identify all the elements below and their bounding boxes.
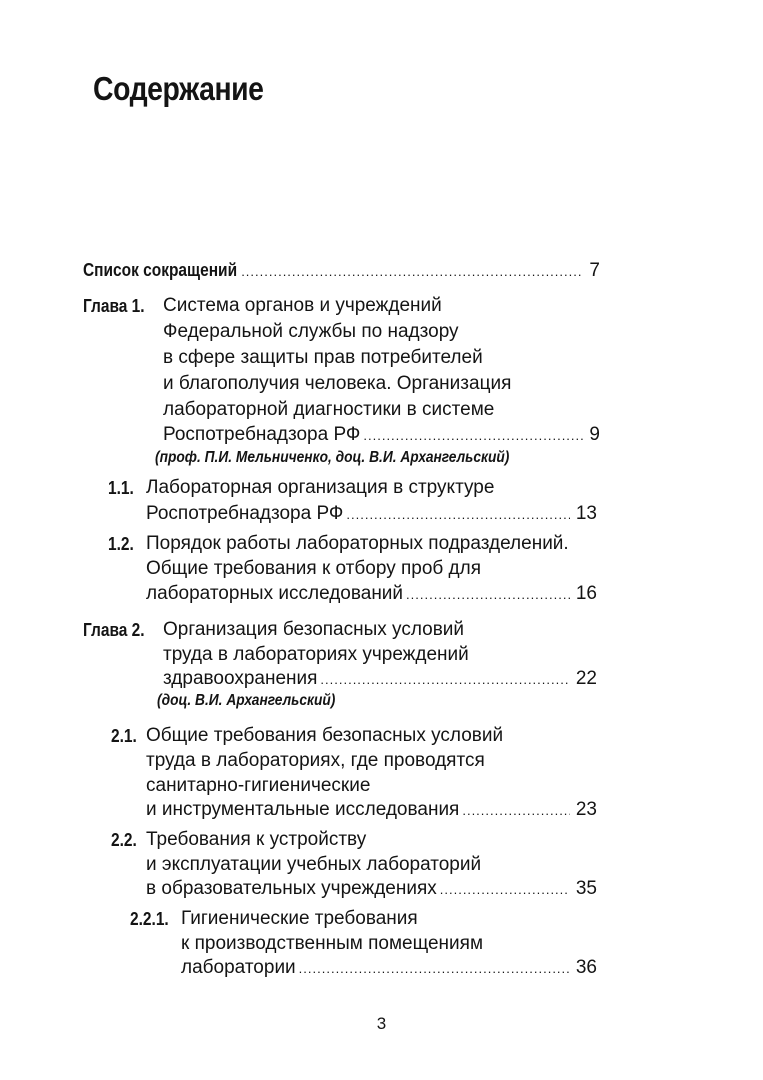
chapter-1-title-line[interactable]: и благополучия человека. Организация [163,373,512,394]
chapter-1-title-line[interactable]: Федеральной службы по надзору [163,321,459,342]
chapter-2-label: Глава 2. [83,620,145,640]
section-1-2-label: 1.2. [108,534,134,554]
section-2-2-1-title-line[interactable]: к производственным помещениям [181,933,484,954]
leader-dots [406,583,570,607]
leader-dots [462,799,570,823]
chapter-1-last-line[interactable] [163,423,600,448]
toc-entry-abbreviations[interactable] [83,258,600,284]
leader-dots [363,424,583,448]
toc-entry-label: Список сокращений [83,260,238,280]
toc-page-number: 9 [589,424,600,445]
chapter-1-label: Глава 1. [83,296,145,316]
section-2-1-title-line: и инструментальные исследования [146,799,460,820]
chapter-2-authors: (доц. В.И. Архангельский) [157,692,336,709]
chapter-1-title-line[interactable]: Система органов и учреждений [163,295,442,316]
chapter-1-authors: (проф. П.И. Мельниченко, доц. В.И. Архангельский) [155,449,510,466]
toc-page-number: 36 [575,957,597,978]
chapter-1-title-line[interactable]: лабораторной диагностики в системе [163,399,495,420]
section-1-2-title-line: лабораторных исследований [146,583,404,604]
section-2-2-1-title-line: лаборатории [181,957,296,978]
chapter-2-last-line[interactable] [163,667,597,692]
section-2-1-title-line[interactable]: санитарно-гигиенические [146,775,371,796]
section-1-1-last-line[interactable] [146,502,597,527]
section-2-2-title-line: в образовательных учреждениях [146,878,437,899]
section-1-2-title-line[interactable]: Порядок работы лабораторных подразделений. [146,533,569,554]
section-2-1-title-line[interactable]: труда в лабораториях, где проводятся [146,750,485,771]
section-2-2-1-last-line[interactable] [181,956,597,981]
leader-dots [241,260,583,284]
section-1-2-title-line[interactable]: Общие требования к отбору проб для [146,558,482,579]
section-2-1-last-line[interactable] [146,798,597,823]
section-1-1-label: 1.1. [108,478,134,498]
leader-dots [346,503,569,527]
section-2-2-last-line[interactable] [146,877,597,902]
leader-dots [299,957,570,981]
chapter-1-title-line: Роспотребнадзора РФ [163,424,361,445]
section-2-1-label: 2.1. [111,726,137,746]
section-2-1-title-line[interactable]: Общие требования безопасных условий [146,725,504,746]
chapter-2-title-line[interactable]: труда в лабораториях учреждений [163,644,469,665]
leader-dots [440,878,570,902]
toc-page-number: 13 [575,503,597,524]
toc-page-number: 16 [575,583,597,604]
section-1-1-title-line[interactable]: Лабораторная организация в структуре [146,477,495,498]
section-2-2-1-label: 2.2.1. [130,909,169,929]
page-number: 3 [376,1014,387,1033]
toc-page-number: 35 [575,878,597,899]
section-2-2-title-line[interactable]: Требования к устройству [146,829,367,850]
section-2-2-title-line[interactable]: и эксплуатации учебных лабораторий [146,854,482,875]
chapter-2-title-line: здравоохранения [163,668,318,689]
page-title: Содержание [93,70,264,107]
toc-page-number: 22 [575,668,597,689]
section-1-2-last-line[interactable] [146,582,597,607]
section-2-2-label: 2.2. [111,830,137,850]
toc-page-number: 23 [575,799,597,820]
leader-dots [320,668,569,692]
section-1-1-title-line: Роспотребнадзора РФ [146,503,344,524]
chapter-2-title-line[interactable]: Организация безопасных условий [163,619,465,640]
section-2-2-1-title-line[interactable]: Гигиенические требования [181,908,418,929]
chapter-1-title-line[interactable]: в сфере защиты прав потребителей [163,347,483,368]
toc-page-number: 7 [589,260,600,281]
